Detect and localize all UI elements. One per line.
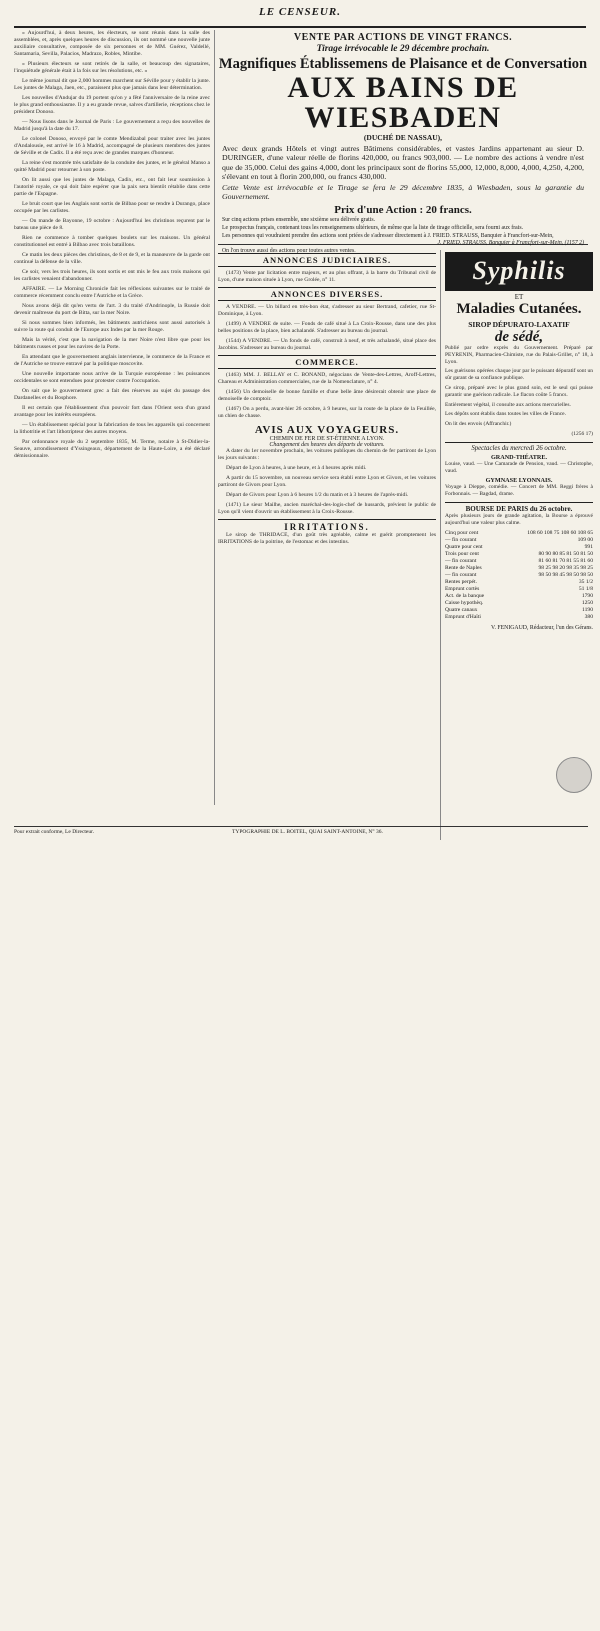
aux-bains-heading: AUX BAINS DE WIESBADEN (287, 71, 519, 134)
voyageurs-text: A dater du 1er novembre prochain, les voitures publiques du chemin de fer partiront de Lyon les jours suivants : (218, 448, 436, 461)
maladies-heading: Maladies Cutanées. (456, 301, 582, 317)
wiesbaden-irrevocable: Cette Vente est irrévocable et le Tirage se fera le 29 décembre 1835, à Wiesbaden, sous la garantie du Gouvernement. (222, 183, 584, 202)
commerce-text: (1456) Un demoiselle de bonne famille et d'une belle âme désirerait obtenir une place de demoiselle de comptoir. (218, 389, 436, 402)
sirop-text: Les guérisons opérées chaque jour par le puissant dépuratif sont un sûr garant de sa confiance publique. (445, 368, 593, 382)
sirop-text: Ce sirop, préparé avec le plus grand soin, est le seul qui puisse garantir une guérison radicale. Le flacon coûte 5 francs. (445, 384, 593, 398)
left-column-news (14, 30, 215, 805)
bourse-value: 98 50 98 45 98 50 98 50 (538, 571, 593, 578)
wiesbaden-body: Avec deux grands Hôtels et vingt autres Bâtimens considérables, et vastes Jardins appartenant au sieur D. DURINGER, d'une valeur réelle de florins 420,000, ou francs 903,000. — Le nombre des actions à vendre n'est que de 35,000. Celui des gains 4,000, dont les principaux sont de florins 55,000, 12,000, 8,000, 4,000, 4,250, 4,200, s'élevant en tout à florin 200,000, ou francs 430,000. (222, 144, 584, 181)
sirop-code: (1256 17) (571, 430, 593, 437)
spectacles-heading: Spectacles du mercredi 26 octobre. (445, 442, 593, 452)
bourse-label: — fin courant (445, 571, 477, 578)
sirop-heading: SIROP DÉPURATO-LAXATIF (468, 320, 570, 329)
news-paragraph: Une nouvelle importante nous arrive de la Turquie européenne : les puissances occidentales se sont entendues pour protester contre l'occupation. (14, 371, 210, 384)
news-paragraph: Les nouvelles d'Andujar du 19 portent qu'on y a fêté l'anniversaire de la reine avec le plus grand enthousiasme. Il y a eu grande revue, salves d'artillerie, réceptions chez le président Donoso. (14, 95, 210, 115)
changement-heures-subtitle: Changement des heures des départs de voitures. (269, 442, 385, 448)
magnifiques-heading: Magnifiques Établissemens de Plaisance et de Conversation (218, 56, 588, 72)
news-paragraph: AFFAIRE. — Le Morning Chronicle fait les réflexions suivantes sur le traité de commerce récemment conclu entre l'Autriche et la Grèce. (14, 286, 210, 299)
bourse-label: — fin courant (445, 557, 477, 564)
sirop-text: Les dépôts sont établis dans toutes les villes de France. (445, 411, 566, 418)
bourse-value: 1790 (581, 592, 593, 599)
news-paragraph: — On mande de Bayonne, 19 octobre : Aujourd'hui les christinos reçurent par le bateau une pièce de 8. (14, 218, 210, 231)
tirage-date: Tirage irrévocable le 29 décembre prochain. (316, 44, 490, 54)
bourse-label: Rentes perpét. (445, 578, 477, 585)
bourse-row (445, 614, 593, 621)
bourse-row (445, 544, 593, 551)
sale-heading: VENTE PAR ACTIONS DE VINGT FRANCS. (293, 32, 513, 43)
grand-theatre-text: Louise, vaud. — Une Camarade de Pension, vaud. — Christophe, vaud. (445, 460, 593, 474)
syphilis-banner: Syphilis (445, 252, 593, 291)
annonce-diverse-text: A VENDRE. — Un billard en très-bon état, s'adresser au sieur Bertrand, cafetier, rue St-Dominique, à Lyon. (218, 304, 436, 317)
voyageurs-text: A partir du 15 novembre, un nouveau service sera établi entre Lyon et Givors, et les voitures partiront de Givors pour Lyon. (218, 475, 436, 488)
wiesbaden-note-4: On l'on trouve aussi des actions pour toutes autres ventes. (222, 247, 356, 254)
banker-signature: J. FRIED. STRAUSS, Banquier à Francfort-sur-Mein, (1157 2) (437, 239, 584, 246)
bourse-value: 991 (584, 543, 593, 550)
bourse-value: 98 25 98 20 98 35 98 25 (538, 564, 593, 571)
bourse-value: 81 60 81 70 81 55 81 60 (538, 557, 593, 564)
irritations-heading: IRRITATIONS. (218, 519, 436, 532)
bourse-value: 51 1/8 (578, 585, 593, 592)
news-paragraph: Ce soir, vers les trois heures, ils sont sortis et ont mis le feu aux trois maisons qui les carlistes venaient d'abandonner. (14, 269, 210, 282)
news-paragraph: — Nous lisons dans le Journal de Paris : Le gouvernement a reçu des nouvelles de Madrid jusqu'à la date du 17. (14, 119, 210, 132)
et-text: ET (514, 293, 524, 301)
bourse-label: Act. de la banque (445, 592, 485, 599)
bourse-label: Quatre canaux (445, 606, 478, 613)
redacteur-signature: V. FENIGAUD, Rédacteur, l'un des Gérans. (491, 624, 593, 631)
news-paragraph: Ce matin les deux pièces des christinos, de 8 et de 9, et la manœuvre de la garde ont continué la défense de la ville. (14, 252, 210, 265)
chemin-de-fer-subtitle: CHEMIN DE FER DE ST-ÉTIENNE A LYON. (269, 436, 385, 442)
bourse-value: 109 00 (577, 536, 593, 543)
right-column (440, 250, 593, 840)
bourse-table (445, 530, 593, 621)
page-header (14, 4, 586, 28)
annonces-diverses-heading: ANNONCES DIVERSES. (218, 287, 436, 301)
news-paragraph: — Un établissement spécial pour la fabrication de tous les appareils qui concernent la lithotritie et l'art lithotripteur des autres moyens. (14, 422, 210, 435)
bourse-value: 1190 (582, 606, 593, 613)
news-paragraph: Si nous sommes bien informés, les bâtiments autrichiens sont aussi autorisés à suivre la route qui conduit de l'Europe aux Indes par la mer Rouge. (14, 320, 210, 333)
grand-theatre-heading: GRAND-THÉATRE. (490, 453, 548, 461)
news-paragraph: « Plusieurs électeurs se sont retirés de la salle, et beaucoup des signataires, l'inquiétude générale était à la fois sur les résolutions, etc. » (14, 61, 210, 74)
news-paragraph: Le colonel Donoso, envoyé par le comte Mendizabal pour traiter avec les juntes d'Andalousie, est arrivé le 16 à Madrid, accompagné de plusieurs membres des juntes de Séville et de Cadix. Il a été reçu avec de grandes marques d'honneur. (14, 136, 210, 156)
bourse-label: Cinq pour cent (445, 529, 479, 536)
avis-voyageurs-heading: AVIS AUX VOYAGEURS. (254, 424, 400, 436)
bourse-row (445, 586, 593, 593)
bourse-row (445, 551, 593, 558)
circular-stamp (556, 757, 592, 793)
footer-left-text: Pour extrait conforme, Le Directeur. (14, 829, 95, 835)
annonce-diverse-text: (1499) A VENDRE de suite. — Fonds de café situé à La Croix-Rousse, dans une des plus belles positions de la place, bien achalandé. S'adresser au bureau du journal. (218, 321, 436, 334)
bourse-value: 80 90 80 85 81 50 81 50 (538, 550, 593, 557)
middle-column-announcements (218, 250, 436, 840)
wiesbaden-advertisement (218, 30, 588, 254)
bourse-label: Quatre pour cent (445, 543, 483, 550)
news-paragraph: « Aujourd'hui, à deux heures, les électeurs, se sont réunis dans la salle des assemblées, et, après quelques heures de discussion, ils ont nommé une nouvelle junte auxiliaire consultative, composée de six personnes et de MM. Guérez, Valdellé, Santamaria, Sevilla, Palacios, Madrazo, Robles, Mintibe. (14, 30, 210, 57)
bourse-label: — fin courant (445, 536, 477, 543)
news-paragraph: Le bruit court que les Anglais sont sortis de Bilbao pour se rendre à Durango, place occupée par les carlistes. (14, 201, 210, 214)
news-paragraph: Rien ne commence à tomber quelques boulets sur les maisons. Un général constitutionnel est entré à Bilbao avec trois bataillons. (14, 235, 210, 248)
news-paragraph: Le même journal dit que 2,000 hommes marchent sur Séville pour y établir la junte. Les juntes de Malaga, Jaen, etc., paraissent plus que jamais dans leur détermination. (14, 78, 210, 91)
commerce-text: (1467) On a perdu, avant-hier 26 octobre, à 9 heures, sur la route de la place de la Feuillée, un chien de chasse. (218, 406, 436, 419)
bourse-value: 108 60 108 75 108 60 108 65 (527, 529, 593, 536)
bourse-label: Emprunt d'Haïti (445, 613, 481, 620)
news-paragraph: En attendant que le gouvernement anglais intervienne, le commerce de la France et de l'Autriche se trouve entravé par la politique moscovite. (14, 354, 210, 367)
annonces-judiciaires-heading: ANNONCES JUDICIAIRES. (218, 253, 436, 267)
sirop-text: Publié par ordre exprès du Gouvernement. Préparé par PEYRENIN, Pharmacien-Chimiste, rue du Palais-Grillet, n° 18, à Lyon. (445, 345, 593, 365)
bourse-label: Emprunt cortès (445, 585, 480, 592)
bourse-value: 35 1/2 (578, 578, 593, 585)
commerce-heading: COMMERCE. (218, 355, 436, 369)
sirop-text: On lit des envois (Affranchir.) (445, 421, 512, 428)
bourse-row (445, 558, 593, 565)
news-paragraph: Il est certain que l'établissement d'un pouvoir fort dans l'Orient sera d'un grand avantage pour les intérêts européens. (14, 405, 210, 418)
bourse-heading: BOURSE DE PARIS du 26 octobre. (445, 502, 593, 513)
bourse-label: Caisse hypothèq. (445, 599, 484, 606)
bourse-label: Trois pour cent (445, 550, 479, 557)
sirop-text: Entièrement végétal, il consulte aux actions mercurielles. (445, 401, 571, 408)
news-paragraph: On sait que le gouvernement grec a fait des réserves au sujet du passage des Dardanelles et du Bosphore. (14, 388, 210, 401)
wiesbaden-note-1: Sur cinq actions prises ensemble, une sixième sera délivrée gratis. (222, 216, 376, 223)
irritations-text: Le sirop de THRIDACE, d'un goût très agréable, calme et guérit promptement les IRRITATIONS de la poitrine, de l'estomac et des intestins. (218, 532, 436, 545)
newspaper-title: LE CENSEUR. (259, 6, 341, 18)
annonce-judiciaire-text: (1473) Vente par licitation entre majeurs, et au plus offrant, à la barre du Tribunal civil de Lyon, d'une maison située à Lyon, rue Grolée, n° 11. (218, 270, 436, 283)
bourse-text: Après plusieurs jours de grande agitation, la Bourse a éprouvé aujourd'hui une valeur plus calme. (445, 512, 593, 526)
gymnase-text: Voyage à Dieppe, comédie. — Concert de MM. Reggi frères à Forbonnais. — Bagdad, drame. (445, 484, 593, 498)
news-paragraph: Nous avons déjà dit qu'en vertu de l'art. 3 du traité d'Andrinople, la Russie doit devenir maîtresse du port de Bitta, sur la mer Noire. (14, 303, 210, 316)
bourse-row (445, 579, 593, 586)
printer-imprint: TYPOGRAPHIE DE L. BOITEL, QUAI SAINT-ANTOINE, N° 36. (232, 829, 383, 835)
duche-subtitle: (DUCHÉ DE NASSAU), (363, 133, 443, 142)
right-area (218, 30, 593, 832)
page-footer (14, 826, 588, 839)
news-paragraph: La reine s'est montrée très satisfaite de la conduite des juntes, et le général Manso a quitté Madrid pour retourner à son poste. (14, 160, 210, 173)
bourse-row (445, 593, 593, 600)
de-sede-heading: de sédé, (494, 329, 544, 345)
annonce-diverse-text: (1544) A VENDRE. — Un fonds de café, construit à neuf, et très achalandé, situé place des Jacobins. S'adresser au bureau du journal. (218, 338, 436, 351)
bourse-value: 1250 (581, 599, 593, 606)
news-paragraph: On lit aussi que les juntes de Malaga, Cadix, etc., ont fait leur soumission à l'autorité royale, ce qui doit faire espérer que la paix sera bientôt rétablie dans cette partie de l'Espagne. (14, 177, 210, 197)
voyageurs-text: Départ de Givors pour Lyon à 6 heures 1/2 du matin et à 3 heures de l'après-midi. (226, 492, 409, 498)
bourse-label: Rente de Naples (445, 564, 482, 571)
gymnase-heading: GYMNASE LYONNAIS. (485, 477, 553, 485)
bourse-row (445, 530, 593, 537)
bourse-row (445, 600, 593, 607)
voyageurs-text: Départ de Lyon à heures, à une heure, et à 4 heures après midi. (226, 465, 367, 471)
bourse-row (445, 572, 593, 579)
news-paragraph: Mais la vérité, c'est que la navigation de la mer Noire n'est libre que pour les bâtiments russes et pour les navires de la Porte. (14, 337, 210, 350)
bourse-row (445, 565, 593, 572)
action-price: Prix d'une Action : 20 francs. (334, 203, 472, 216)
commerce-text: (1463) MM. J. BELLAY et C. BONAND, négocians de Vente-des-Lettres, Aroff-Lettres, Chareau et Administration commerciales, rue de la Nomenclature, n° 4. (218, 372, 436, 385)
bourse-value: 380 (584, 613, 593, 620)
wiesbaden-note-3: Les personnes qui voudraient prendre des actions sont priées de s'adresser directement à J. FRIED. STRAUSS, Banquier à Francfort-sur-Mein, (222, 232, 554, 239)
bourse-row (445, 537, 593, 544)
voyageurs-text: (1471) Le sieur Mailhe, ancien maréchal-des-logis-chef de hussards, prévient le public de Lyon qu'il vient d'ouvrir un établissement à la Croix-Rousse. (218, 502, 436, 515)
wiesbaden-note-2: Le prospectus français, contenant tous les renseignemens ultérieurs, de même que la liste de tirage officielle, sera fourni aux frais. (222, 224, 524, 231)
news-paragraph: Par ordonnance royale du 2 septembre 1835, M. Terme, notaire à St-Didier-la-Seauve, arrondissement d'Yssingeaux, département de la Haute-Loire, a été déclaré démissionnaire. (14, 439, 210, 459)
bourse-row (445, 607, 593, 614)
